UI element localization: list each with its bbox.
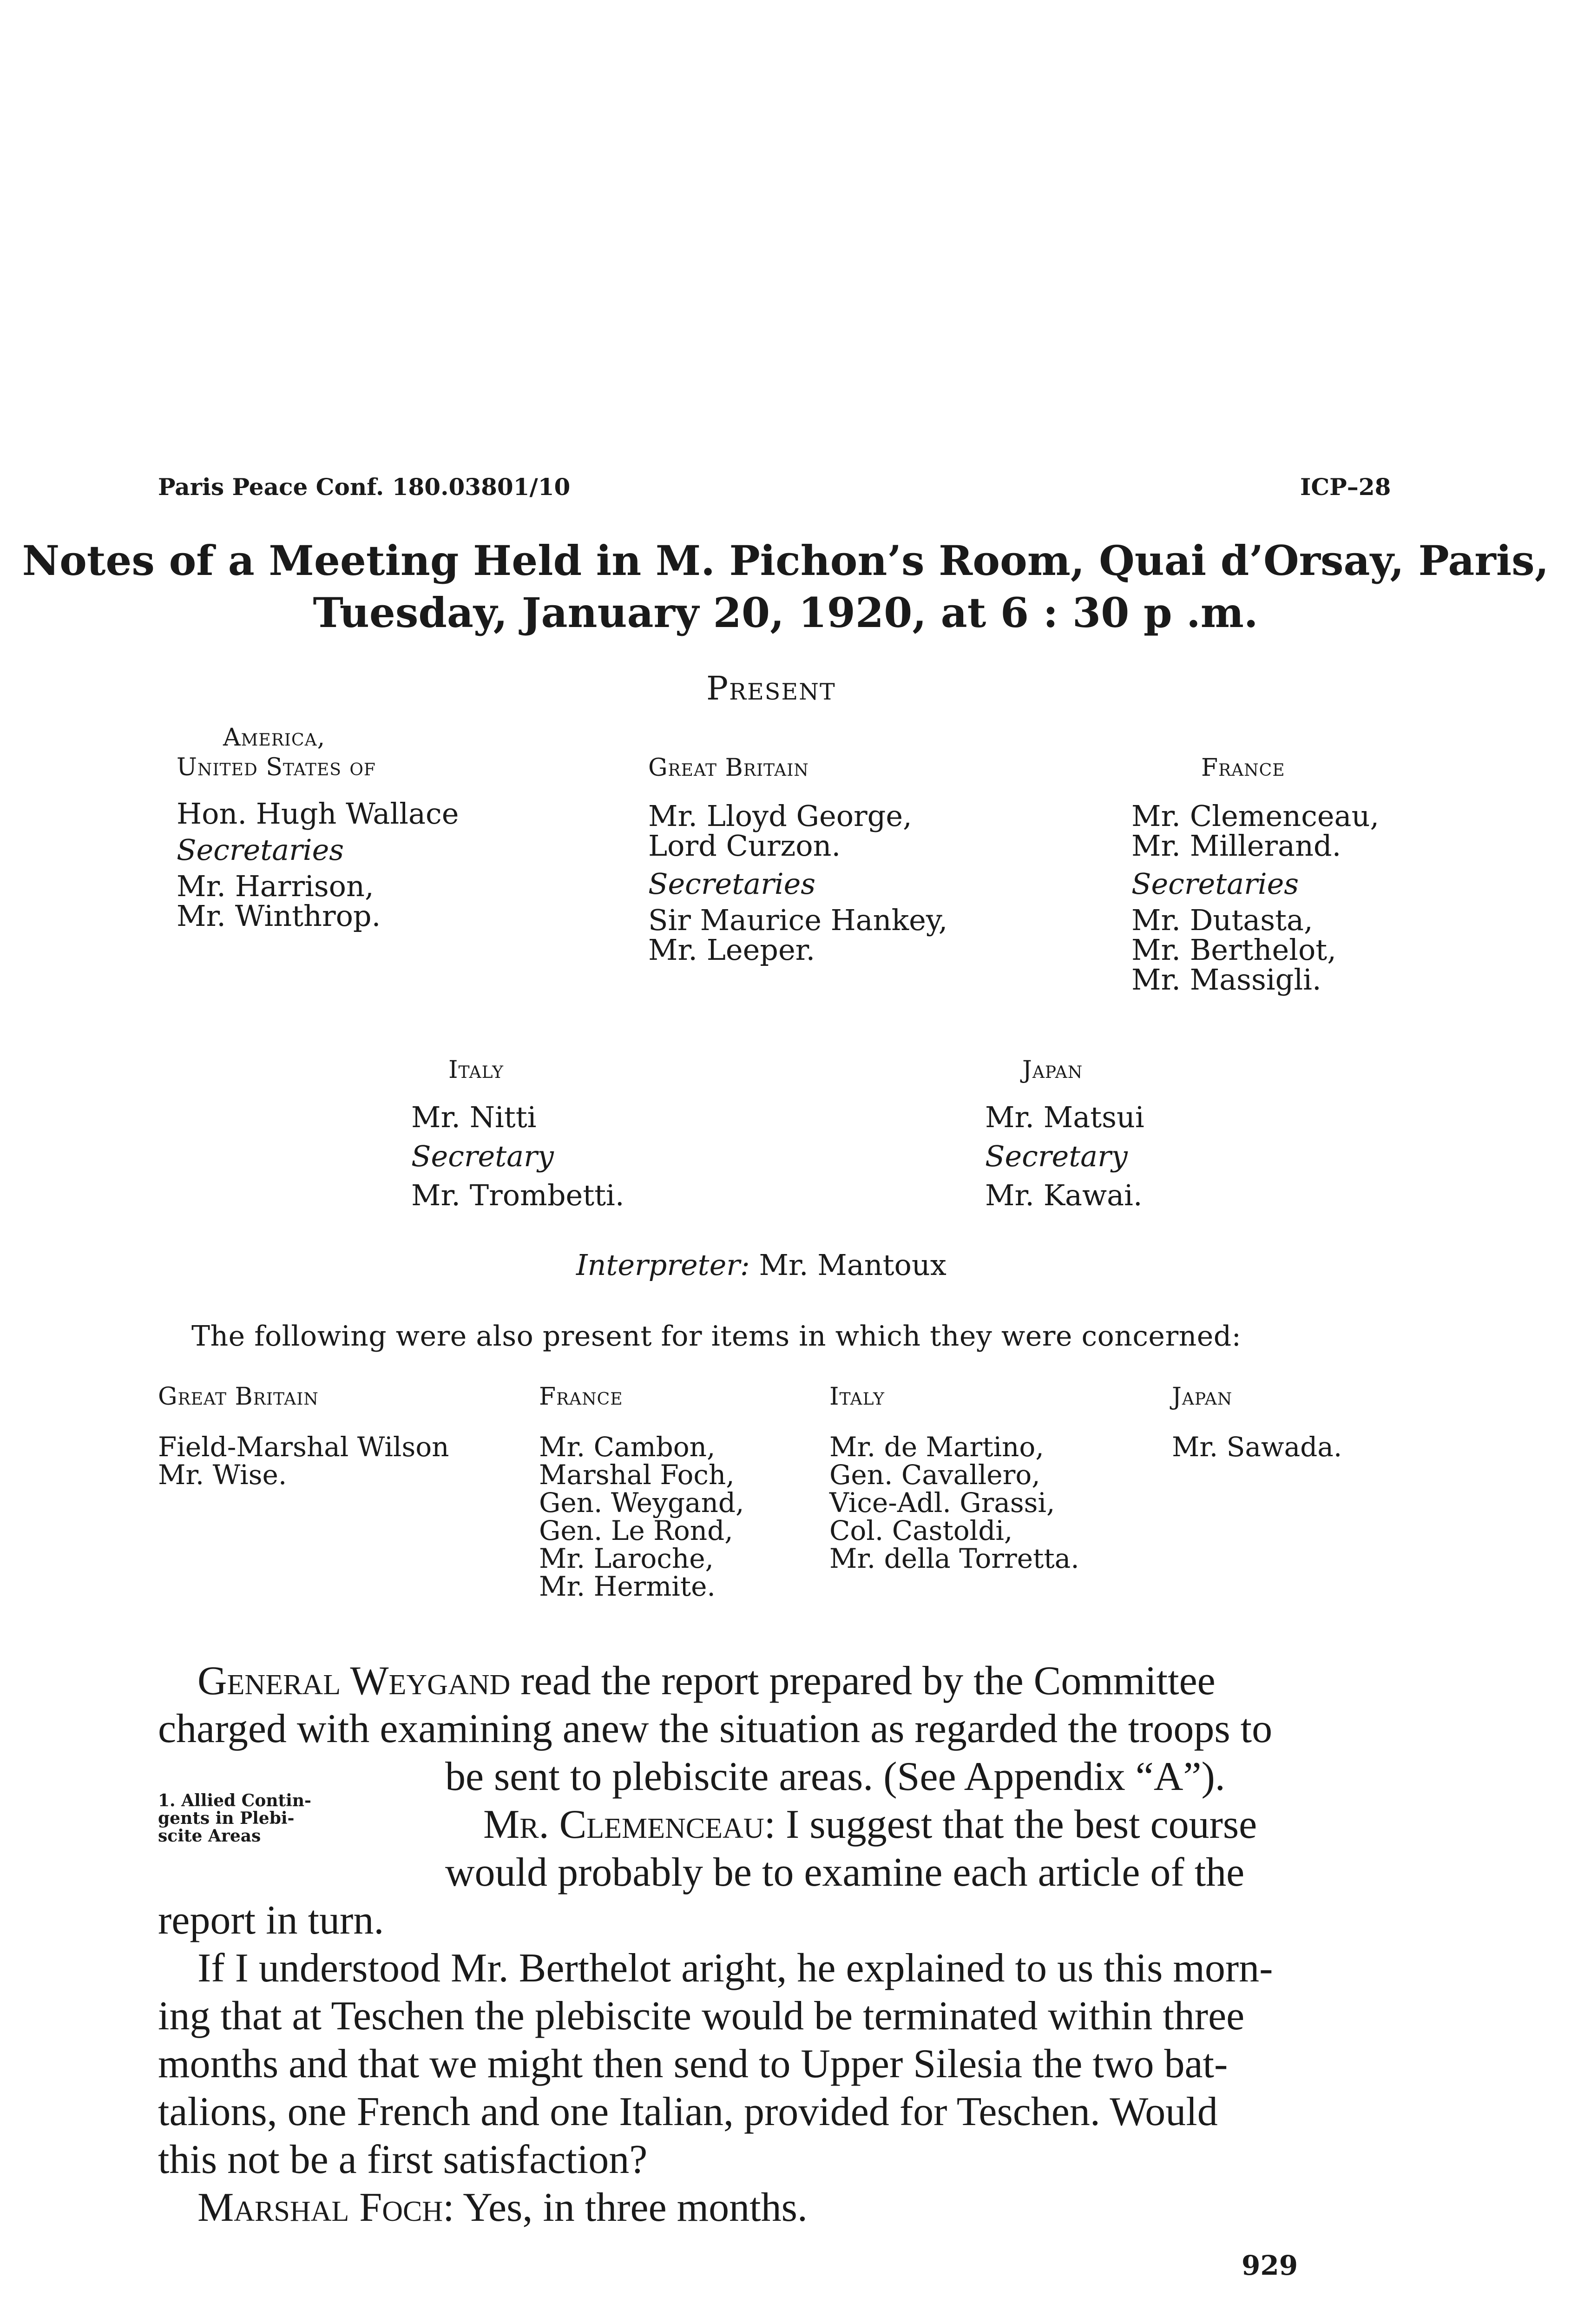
britain-member-2: Lord Curzon. xyxy=(648,829,841,863)
italy-secretary-1: Mr. Trombetti. xyxy=(411,1178,624,1212)
italy-secretary-label: Secretary xyxy=(411,1139,554,1173)
japan-member: Mr. Matsui xyxy=(985,1100,1144,1134)
france-secretary-2: Mr. Berthelot, xyxy=(1131,933,1336,967)
america-heading2: United States of xyxy=(177,753,376,781)
page-number: 929 xyxy=(1242,2250,1298,2281)
also-italy-name-3: Vice-Adl. Grassi, xyxy=(829,1487,1055,1519)
body-line-5: would probably be to examine each article of the xyxy=(445,1850,1245,1895)
also-italy-name-2: Gen. Cavallero, xyxy=(829,1459,1040,1491)
also-japan-column xyxy=(1172,1383,1342,1461)
also-france-heading: France xyxy=(539,1383,623,1411)
body-line-4-text: : I suggest that the best course xyxy=(764,1802,1257,1847)
france-member-1: Mr. Clemenceau, xyxy=(1131,799,1380,833)
also-france-column xyxy=(539,1383,744,1600)
speaker-clemenceau: Mr. Clemenceau xyxy=(483,1802,764,1847)
also-japan-heading: Japan xyxy=(1172,1383,1233,1411)
japan-secretary-1: Mr. Kawai. xyxy=(985,1178,1143,1212)
italy-column xyxy=(411,1055,624,1210)
interpreter-label: Interpreter: xyxy=(576,1248,750,1282)
france-member-2: Mr. Millerand. xyxy=(1131,829,1341,863)
britain-member-1: Mr. Lloyd George, xyxy=(648,799,912,833)
meeting-title-line2: Tuesday, January 20, 1920, at 6 : 30 p .m. xyxy=(313,588,1258,637)
body-line-4 xyxy=(483,1801,1257,1849)
para2-line-3: months and that we might then send to Upper Silesia the two bat- xyxy=(158,2041,1228,2086)
para3-text: : Yes, in three months. xyxy=(443,2185,808,2230)
america-secretary-2: Mr. Winthrop. xyxy=(177,899,381,933)
also-italy-name-4: Col. Castoldi, xyxy=(829,1515,1013,1546)
also-italy-name-5: Mr. della Torretta. xyxy=(829,1543,1079,1574)
france-secretary-1: Mr. Dutasta, xyxy=(1131,903,1313,937)
body-line-3: be sent to plebiscite areas. (See Appendix “A”). xyxy=(445,1754,1225,1799)
japan-column xyxy=(985,1055,1144,1210)
para3-line-1 xyxy=(197,2184,808,2232)
france-column xyxy=(1131,753,1379,995)
japan-secretary-label: Secretary xyxy=(985,1139,1128,1173)
margin-note-line3: scite Areas xyxy=(158,1826,261,1846)
body-line-2: charged with examining anew the situation as regarded the troops to xyxy=(158,1706,1273,1751)
britain-column xyxy=(648,753,947,965)
also-britain-name-2: Mr. Wise. xyxy=(158,1459,287,1491)
also-japan-name-1: Mr. Sawada. xyxy=(1172,1431,1342,1463)
france-secretary-3: Mr. Massigli. xyxy=(1131,963,1321,997)
para2-line-2: ing that at Teschen the plebiscite would be terminated within three xyxy=(158,1994,1245,2039)
interpreter-line xyxy=(576,1250,947,1280)
america-heading1: America, xyxy=(223,724,326,752)
america-member: Hon. Hugh Wallace xyxy=(177,797,459,831)
margin-note-line1: 1. Allied Contin- xyxy=(158,1791,311,1810)
also-britain-heading: Great Britain xyxy=(158,1383,319,1411)
also-italy-column xyxy=(829,1383,1079,1572)
interpreter-name: Mr. Mantoux xyxy=(749,1248,947,1282)
document-code: ICP–28 xyxy=(1300,473,1391,501)
britain-secretaries-label: Secretaries xyxy=(648,867,816,901)
america-column xyxy=(177,723,459,931)
body-line-1 xyxy=(197,1657,1216,1705)
also-france-name-5: Mr. Laroche, xyxy=(539,1543,714,1574)
britain-secretary-1: Sir Maurice Hankey, xyxy=(648,903,948,937)
speaker-foch: Marshal Foch xyxy=(197,2185,443,2230)
file-reference: Paris Peace Conf. 180.03801/10 xyxy=(158,473,571,501)
italy-member: Mr. Nitti xyxy=(411,1100,537,1134)
also-britain-column xyxy=(158,1383,449,1489)
britain-heading: Great Britain xyxy=(648,754,809,782)
also-france-name-2: Marshal Foch, xyxy=(539,1459,735,1491)
body-line-6: report in turn. xyxy=(158,1898,384,1943)
also-italy-heading: Italy xyxy=(829,1383,885,1411)
also-italy-name-1: Mr. de Martino, xyxy=(829,1431,1044,1463)
france-secretaries-label: Secretaries xyxy=(1131,867,1299,901)
para2-line-1: If I understood Mr. Berthelot aright, he explained to us this morn- xyxy=(197,1946,1273,1991)
america-secretary-1: Mr. Harrison, xyxy=(177,869,374,903)
britain-secretary-2: Mr. Leeper. xyxy=(648,933,815,967)
also-france-name-3: Gen. Weygand, xyxy=(539,1487,744,1519)
present-heading: Present xyxy=(706,669,836,707)
also-present-intro: The following were also present for items in which they were concerned: xyxy=(191,1320,1242,1353)
also-britain-name-1: Field-Marshal Wilson xyxy=(158,1431,449,1463)
margin-note-line2: gents in Plebi- xyxy=(158,1809,295,1828)
speaker-weygand: General Weygand xyxy=(197,1658,511,1703)
meeting-title-line1: Notes of a Meeting Held in M. Pichon’s Room, Quai d’Orsay, Paris, xyxy=(22,536,1549,585)
france-heading: France xyxy=(1201,754,1285,782)
para2-line-4: talions, one French and one Italian, provided for Teschen. Would xyxy=(158,2089,1218,2134)
body-line-1-text: read the report prepared by the Committee xyxy=(510,1658,1216,1703)
america-secretaries-label: Secretaries xyxy=(177,833,344,867)
margin-note xyxy=(158,1792,311,1845)
italy-heading: Italy xyxy=(448,1056,504,1084)
also-france-name-1: Mr. Cambon, xyxy=(539,1431,716,1463)
also-france-name-4: Gen. Le Rond, xyxy=(539,1515,733,1546)
para2-line-5: this not be a first satisfaction? xyxy=(158,2137,648,2182)
also-france-name-6: Mr. Hermite. xyxy=(539,1571,716,1602)
japan-heading: Japan xyxy=(1022,1056,1083,1084)
